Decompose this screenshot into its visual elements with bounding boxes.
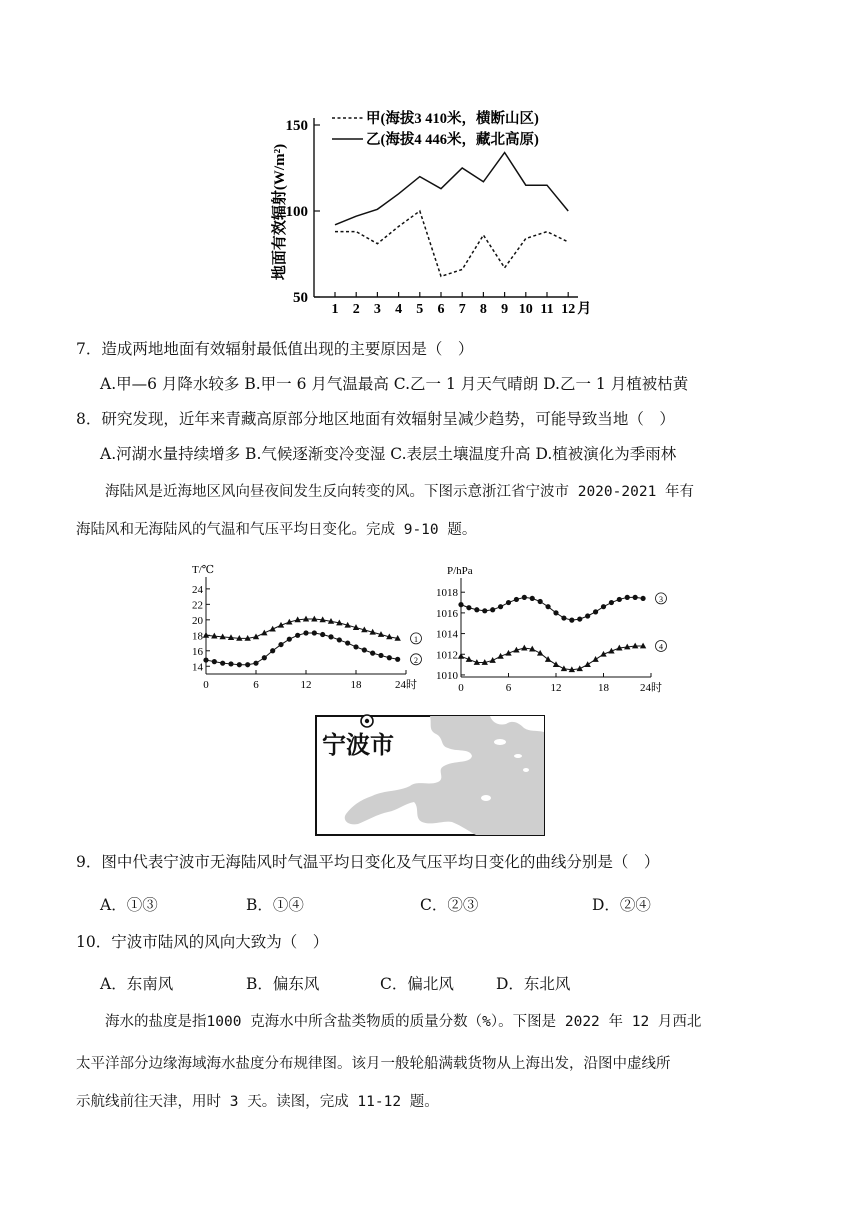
question-9-option-a: A．①③ — [100, 896, 158, 914]
question-9-option-c: C．②③ — [420, 896, 479, 914]
x-tick-label: 6 — [437, 302, 445, 317]
x-unit-label: 月 — [577, 302, 592, 317]
temperature-y-tick-label: 18 — [192, 630, 203, 643]
intro-11-12-line1: 海水的盐度是指1000 克海水中所含盐类物质的质量分数（%）。下图是 2022 年 12 月西北 — [105, 1014, 702, 1030]
question-10-option-c: C．偏北风 — [380, 975, 454, 993]
temperature-y-tick-label: 22 — [192, 599, 203, 612]
temperature-x-tick-label: 18 — [350, 679, 362, 691]
pressure-x-tick-label: 12 — [550, 682, 562, 694]
temperature-x-tick-label: 6 — [253, 679, 259, 691]
intro-11-12-line2: 太平洋部分边缘海域海水盐度分布规律图。该月一般轮船满载货物从上海出发，沿图中虚线所 — [76, 1056, 671, 1072]
pressure-series-label: 4 — [659, 642, 663, 652]
x-tick-label: 2 — [352, 302, 360, 317]
temperature-series-label: 1 — [414, 634, 418, 644]
temperature-y-tick-label: 14 — [192, 661, 203, 674]
pressure-series-label: 3 — [659, 594, 663, 604]
intro-9-10-line2: 海陆风和无海陆风的气温和气压平均日变化。完成 9-10 题。 — [76, 522, 477, 538]
x-tick-label: 11 — [540, 302, 554, 317]
x-tick-label: 4 — [395, 302, 403, 317]
legend-label: 甲(海拔3 410米，横断山区) — [366, 111, 539, 127]
temperature-x-tick-label: 24时 — [395, 679, 417, 691]
pressure-y-axis-label: P/hPa — [447, 565, 473, 577]
question-9-option-d: D．②④ — [592, 896, 651, 914]
x-tick-label: 10 — [518, 302, 533, 317]
pressure-x-tick-label: 18 — [598, 682, 609, 694]
question-9-stem: 9．图中代表宁波市无海陆风时气温平均日变化及气压平均日变化的曲线分别是（ ） — [76, 853, 660, 871]
pressure-y-tick-label: 1014 — [436, 628, 458, 641]
y-tick-label: 150 — [285, 118, 308, 134]
x-tick-label: 3 — [373, 302, 381, 317]
pressure-y-tick-label: 1012 — [436, 649, 458, 662]
question-7-options: A.甲—6 月降水较多 B.甲一 6 月气温最高 C.乙一 1 月天气晴朗 D.乙一 1 月植被枯黄 — [100, 375, 689, 393]
legend-label: 乙(海拔4 446米，藏北高原) — [366, 132, 539, 148]
question-10-stem: 10．宁波市陆风的风向大致为（ ） — [76, 933, 329, 951]
pressure-y-tick-label: 1018 — [436, 587, 458, 600]
temperature-y-tick-label: 24 — [192, 583, 203, 596]
x-tick-label: 8 — [479, 302, 487, 317]
x-tick-label: 1 — [331, 302, 339, 317]
pressure-y-tick-label: 1010 — [436, 669, 458, 682]
y-axis-label: 地面有效辐射(W/m²) — [272, 143, 288, 281]
pressure-x-tick-label: 6 — [505, 682, 512, 694]
x-tick-label: 9 — [501, 302, 509, 317]
temperature-x-tick-label: 0 — [203, 679, 209, 691]
temperature-y-axis-label: T/℃ — [192, 564, 215, 576]
temperature-x-tick-label: 12 — [300, 679, 312, 691]
question-7-stem: 7．造成两地地面有效辐射最低值出现的主要原因是（ ） — [76, 340, 474, 358]
y-tick-label: 50 — [293, 290, 308, 306]
pressure-x-tick-label: 24时 — [640, 682, 662, 694]
temperature-series-label: 2 — [414, 655, 418, 665]
intro-9-10-line1: 海陆风是近海地区风向昼夜间发生反向转变的风。下图示意浙江省宁波市 2020-2021 年有 — [105, 484, 695, 500]
pressure-y-tick-label: 1016 — [436, 607, 458, 620]
question-10-option-b: B．偏东风 — [246, 975, 320, 993]
intro-11-12-line3: 示航线前往天津，用时 3 天。读图，完成 11-12 题。 — [76, 1094, 439, 1110]
x-tick-label: 7 — [458, 302, 466, 317]
question-9-option-b: B．①④ — [246, 896, 304, 914]
map-city-label: 宁波市 — [322, 731, 394, 759]
question-10-option-d: D．东北风 — [496, 975, 571, 993]
y-tick-label: 100 — [285, 204, 308, 220]
question-8-stem: 8．研究发现，近年来青藏高原部分地区地面有效辐射呈减少趋势，可能导致当地（ ） — [76, 410, 675, 428]
temperature-y-tick-label: 20 — [192, 614, 203, 627]
question-10-option-a: A．东南风 — [100, 975, 174, 993]
question-8-options: A.河湖水量持续增多 B.气候逐渐变冷变湿 C.表层土壤温度升高 D.植被演化为季雨林 — [100, 445, 677, 463]
pressure-x-tick-label: 0 — [458, 682, 464, 694]
x-tick-label: 12 — [561, 302, 576, 317]
x-tick-label: 5 — [416, 302, 424, 317]
temperature-y-tick-label: 16 — [192, 645, 203, 658]
